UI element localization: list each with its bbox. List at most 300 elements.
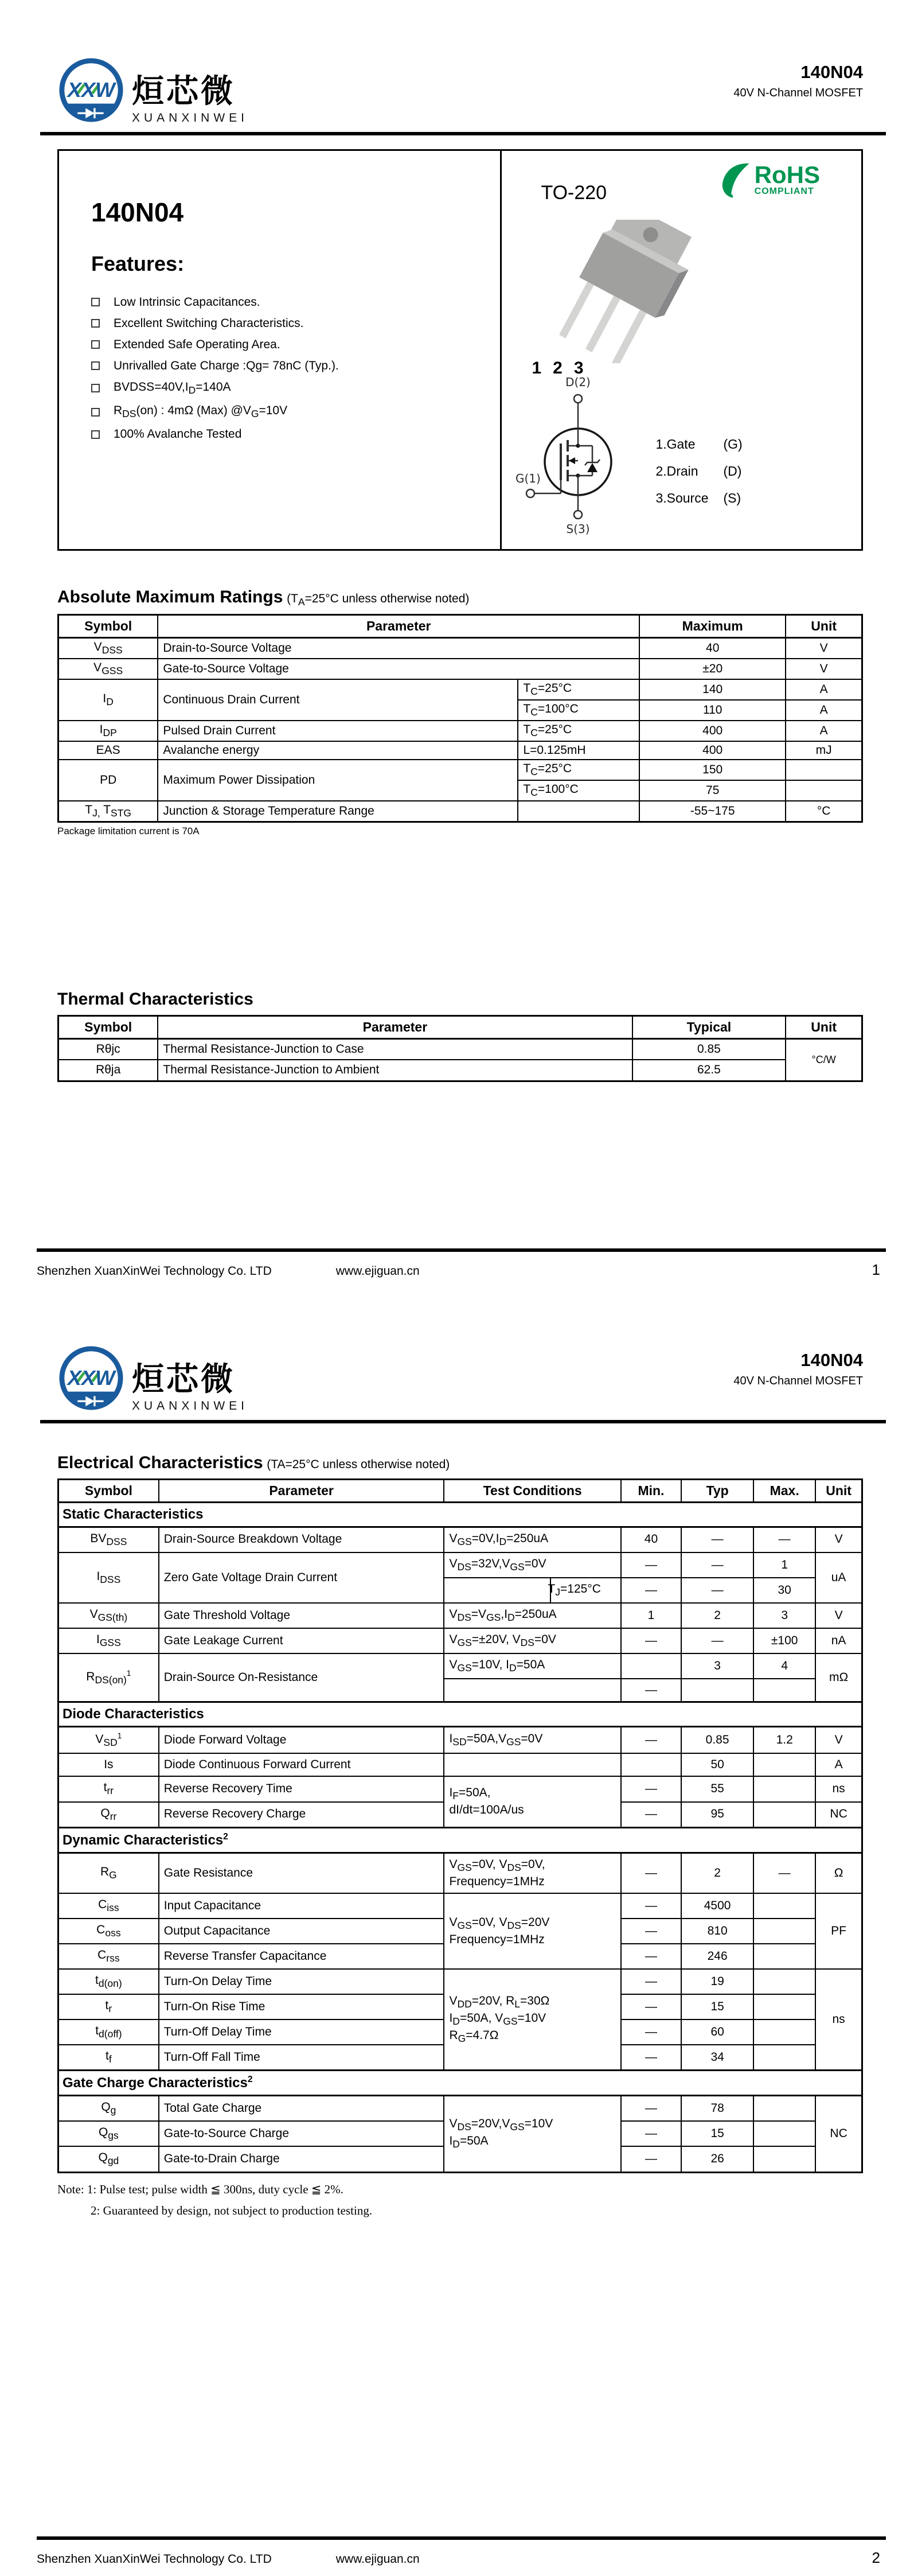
col-header: Test Conditions [444, 1479, 620, 1502]
cell-value [753, 1802, 815, 1828]
table-header-row [58, 1479, 862, 1502]
cell-parameter: Diode Forward Voltage [159, 1727, 444, 1754]
header-divider [40, 132, 886, 135]
cell-value: — [681, 1527, 753, 1552]
table-row [58, 1653, 862, 1679]
cell-value: — [621, 1727, 681, 1754]
cell-value: 1 [753, 1552, 815, 1578]
cell-condition: $V_{GS}=0V$, $V_{DS}=20V$ Frequency=1MHz [444, 1893, 620, 1969]
table-footnote: Package limitation current is 70A [57, 826, 200, 837]
footer-divider [37, 1248, 886, 1252]
thermal-characteristics-table [57, 1015, 863, 1081]
cell-parameter: Drain-Source Breakdown Voltage [159, 1527, 444, 1552]
cell-unit: Ω [815, 1853, 862, 1893]
page-footer [37, 2536, 886, 2567]
package-name: TO-220 [541, 181, 607, 204]
cell-parameter: Reverse Recovery Time [159, 1776, 444, 1801]
part-family: 40V N-Channel MOSFET [733, 1375, 863, 1387]
col-header: Parameter [158, 1016, 632, 1039]
cell-condition: $T_C=25^\circ C$ [518, 679, 639, 700]
table-row [58, 721, 862, 741]
cell-symbol: $I_{DSS}$ [58, 1552, 159, 1603]
table-row [58, 801, 862, 822]
cell-symbol: $V_{SD}^1$ [58, 1727, 159, 1754]
cell-value: 62.5 [632, 1060, 786, 1081]
checkbox-icon [91, 361, 100, 370]
footer-divider [37, 2536, 886, 2540]
cell-value: 40 [639, 637, 786, 659]
footer-company: Shenzhen XuanXinWei Technology Co. LTD [37, 1264, 272, 1278]
cell-value: — [621, 1919, 681, 1944]
cell-parameter: Thermal Resistance-Junction to Case [158, 1039, 632, 1060]
cell-value: 34 [681, 2045, 753, 2071]
cell-symbol: $V_{DSS}$ [58, 637, 158, 659]
list-item [91, 359, 500, 373]
cell-parameter: Drain-to-Source Voltage [158, 637, 639, 659]
table-row [58, 1853, 862, 1893]
cell-symbol: $t_r$ [58, 1994, 159, 2019]
brand-name-chinese: 烜芯微 [132, 73, 235, 109]
brand-name-chinese: 烜芯微 [132, 1361, 235, 1397]
table-row [58, 1552, 862, 1578]
list-item [91, 338, 500, 352]
abs-max-title: Absolute Maximum Ratings ($T_A=25^\circ C$ unless otherwise noted) [57, 587, 470, 608]
cell-symbol: $C_{oss}$ [58, 1919, 159, 1944]
cell-unit: NC [815, 1802, 862, 1828]
table-row [58, 1628, 862, 1653]
mosfet-schematic [512, 376, 645, 548]
cell-unit: V [815, 1603, 862, 1628]
cell-value: — [621, 1893, 681, 1919]
cell-parameter: Gate-to-Source Charge [159, 2121, 444, 2146]
col-header: Typical [632, 1016, 786, 1039]
cell-symbol: $R_{DS(on)}^1$ [58, 1653, 159, 1702]
cell-value [753, 2045, 815, 2071]
cell-parameter: Pulsed Drain Current [158, 721, 518, 741]
cell-unit: nA [815, 1628, 862, 1653]
cell-value [681, 1679, 753, 1702]
cell-condition: $V_{DS}=V_{GS},I_D=250uA$ [444, 1603, 620, 1628]
cell-unit: NC [815, 2096, 862, 2172]
cell-value: 55 [681, 1776, 753, 1801]
cell-value: 810 [681, 1919, 753, 1944]
cell-value: — [621, 1969, 681, 1994]
cell-parameter: Continuous Drain Current [158, 679, 518, 721]
cell-condition: $T_C=25^\circ C$ [518, 760, 639, 780]
cell-unit: uA [815, 1552, 862, 1603]
cell-value: 3 [753, 1603, 815, 1628]
cell-value [753, 1679, 815, 1702]
overview-box [57, 149, 863, 551]
cell-value: — [621, 1776, 681, 1801]
cell-symbol: $I_D$ [58, 679, 158, 721]
pin-legend-abbr: (D) [723, 463, 742, 478]
rohs-logo [720, 160, 820, 200]
cell-parameter: Thermal Resistance-Junction to Ambient [158, 1060, 632, 1081]
cell-parameter: Gate-to-Source Voltage [158, 659, 639, 679]
cell-unit: °C [786, 801, 862, 822]
cell-value: — [621, 1944, 681, 1969]
cell-value: — [621, 2045, 681, 2071]
pin-legend-name: 2.Drain [655, 463, 698, 478]
cell-unit: V [786, 659, 862, 679]
cell-symbol: Rθja [58, 1060, 158, 1081]
feature-text: Low Intrinsic Capacitances. [114, 295, 260, 309]
cell-value: 110 [639, 700, 786, 721]
section-row: Static Characteristics [58, 1502, 862, 1527]
cell-value: ±20 [639, 659, 786, 679]
cell-parameter: Turn-Off Delay Time [159, 2019, 444, 2045]
xxw-logo-icon [57, 1344, 125, 1412]
cell-value: — [621, 1578, 681, 1603]
cell-symbol: PD [58, 760, 158, 801]
checkbox-icon [91, 408, 100, 417]
feature-text: $R_{DS}(on)$ : 4mΩ (Max) $@V_G=10V$ [114, 403, 288, 420]
col-header: Unit [786, 614, 862, 637]
rohs-subtitle: COMPLIANT [754, 186, 814, 196]
cell-symbol: $C_{rss}$ [58, 1944, 159, 1969]
cell-condition: $V_{DD}=20V$, $R_L=30\Omega$ $I_D=50A$, $V_{GS}=10V$ $R_G=4.7\Omega$ [444, 1969, 620, 2071]
cell-value: 19 [681, 1969, 753, 1994]
cell-value: 30 [753, 1578, 815, 1603]
cell-unit [786, 780, 862, 801]
svg-text:XXW: XXW [67, 77, 115, 102]
page-number: 2 [872, 2549, 880, 2566]
list-item [655, 437, 742, 452]
col-header: Parameter [158, 614, 639, 637]
overview-part-number: 140N04 [91, 197, 184, 227]
table-row [58, 760, 862, 780]
col-header: Typ [681, 1479, 753, 1502]
cell-value [753, 2019, 815, 2045]
cell-value [621, 1753, 681, 1776]
datasheet-page-2 [0, 1288, 910, 2576]
checkbox-icon [91, 319, 100, 328]
pin-legend [655, 437, 742, 517]
page-number: 1 [872, 1261, 880, 1278]
cell-value: — [621, 1552, 681, 1578]
cell-value: 150 [639, 760, 786, 780]
cell-symbol: $Q_g$ [58, 2096, 159, 2122]
list-item [655, 491, 742, 506]
cell-value [753, 1969, 815, 1994]
cell-parameter: Total Gate Charge [159, 2096, 444, 2122]
elec-title: Electrical Characteristics (TA=25°C unless otherwise noted) [57, 1453, 450, 1472]
cell-parameter: Maximum Power Dissipation [158, 760, 518, 801]
cell-value [753, 1919, 815, 1944]
cell-parameter: Reverse Transfer Capacitance [159, 1944, 444, 1969]
col-header: Unit [815, 1479, 862, 1502]
section-row: Dynamic Characteristics$^2$ [58, 1827, 862, 1853]
cell-condition: $V_{GS}=\pm 20V$, $V_{DS}=0V$ [444, 1628, 620, 1653]
list-item [655, 464, 742, 479]
rohs-title: RoHS [754, 161, 820, 188]
cell-symbol: $C_{iss}$ [58, 1893, 159, 1919]
page-header [57, 1288, 863, 1423]
cell-value [753, 2096, 815, 2122]
note-line: 2: Guaranteed by design, not subject to production testing. [91, 2203, 373, 2217]
company-logo [57, 49, 248, 125]
cell-symbol: $t_{d(off)}$ [58, 2019, 159, 2045]
footer-company: Shenzhen XuanXinWei Technology Co. LTD [37, 2552, 272, 2566]
cell-unit: V [786, 637, 862, 659]
table-row [58, 1753, 862, 1776]
cell-symbol: EAS [58, 741, 158, 760]
cell-value: 0.85 [681, 1727, 753, 1754]
cell-parameter: Diode Continuous Forward Current [159, 1753, 444, 1776]
cell-symbol: $V_{GS(th)}$ [58, 1603, 159, 1628]
cell-value: — [621, 2146, 681, 2172]
brand-name-english: XUANXINWEI [132, 111, 249, 124]
cell-condition [444, 1679, 620, 1702]
cell-symbol: $Q_{rr}$ [58, 1802, 159, 1828]
col-header: Symbol [58, 1016, 158, 1039]
svg-text:D(2): D(2) [565, 375, 591, 389]
pin-number: 1 [532, 358, 542, 378]
cell-value [753, 2121, 815, 2146]
cell-unit: A [786, 700, 862, 721]
cell-parameter: Avalanche energy [158, 741, 518, 760]
cell-symbol: Rθjc [58, 1039, 158, 1060]
cell-value: 40 [621, 1527, 681, 1552]
to220-package-image [530, 220, 720, 363]
table-row [58, 679, 862, 700]
cell-value: 60 [681, 2019, 753, 2045]
absolute-maximum-ratings-table [57, 614, 863, 823]
cell-parameter: Gate Resistance [159, 1853, 444, 1893]
cell-value [753, 1776, 815, 1801]
cell-value: 3 [681, 1653, 753, 1679]
cell-value: 140 [639, 679, 786, 700]
cell-symbol: $Q_{gs}$ [58, 2121, 159, 2146]
cell-condition: $T_J=125^\circ C$ [444, 1578, 620, 1603]
list-item [91, 380, 500, 396]
cell-unit: mJ [786, 741, 862, 760]
section-row: Gate Charge Characteristics$^2$ [58, 2071, 862, 2096]
cell-value [621, 1653, 681, 1679]
cell-unit: A [815, 1753, 862, 1776]
table-row [58, 1969, 862, 1994]
cell-value [753, 1944, 815, 1969]
cell-condition: $V_{DS}=20V,V_{GS}=10V$ $I_D=50A$ [444, 2096, 620, 2172]
cell-parameter: Drain-Source On-Resistance [159, 1653, 444, 1702]
checkbox-icon [91, 384, 100, 392]
cell-value: 75 [639, 780, 786, 801]
cell-value: — [681, 1578, 753, 1603]
cell-unit: ns [815, 1969, 862, 2071]
part-number: 140N04 [800, 1350, 863, 1370]
cell-value: — [621, 1679, 681, 1702]
col-header: Symbol [58, 1479, 159, 1502]
cell-unit: A [786, 679, 862, 700]
feature-text: 100% Avalanche Tested [114, 427, 242, 441]
table-row [58, 741, 862, 760]
cell-value: — [621, 2121, 681, 2146]
cell-value: — [753, 1853, 815, 1893]
electrical-characteristics-table [57, 1478, 863, 2173]
cell-parameter: Reverse Recovery Charge [159, 1802, 444, 1828]
features-title: Features: [91, 251, 185, 275]
table-row [58, 1776, 862, 1801]
feature-text: $BVDSS=40V,I_D=140A$ [114, 380, 231, 396]
part-number: 140N04 [800, 62, 863, 82]
cell-parameter: Junction & Storage Temperature Range [158, 801, 518, 822]
feature-text: Unrivalled Gate Charge :Qg= 78nC (Typ.). [114, 359, 339, 372]
pin-number: 2 [553, 358, 563, 378]
cell-symbol: $t_{rr}$ [58, 1776, 159, 1801]
cell-condition: L=0.125mH [518, 741, 639, 760]
cell-symbol: $t_{d(on)}$ [58, 1969, 159, 1994]
cell-value [753, 1893, 815, 1919]
svg-text:S(3): S(3) [566, 522, 590, 536]
table-row [58, 1603, 862, 1628]
cell-value: -55~175 [639, 801, 786, 822]
page-header [57, 0, 863, 135]
table-header-row [58, 1016, 862, 1039]
cell-symbol: $V_{GSS}$ [58, 659, 158, 679]
cell-value: — [621, 2096, 681, 2122]
note-line: Note: 1: Pulse test; pulse width ≦ 300ns, duty cycle ≦ 2%. [57, 2182, 343, 2196]
table-row [58, 2096, 862, 2122]
cell-value: ±100 [753, 1628, 815, 1653]
cell-condition: $V_{GS}=10V$, $I_D=50A$ [444, 1653, 620, 1679]
page-footer [37, 1248, 886, 1279]
cell-value: 0.85 [632, 1039, 786, 1060]
section-row: Diode Characteristics [58, 1702, 862, 1727]
cell-value: — [621, 1628, 681, 1653]
table-row [58, 1060, 862, 1081]
svg-text:XXW: XXW [67, 1365, 115, 1390]
header-divider [40, 1420, 886, 1423]
cell-unit: °C/W [786, 1039, 862, 1081]
checkbox-icon [91, 298, 100, 306]
cell-value: 1.2 [753, 1727, 815, 1754]
cell-symbol: $I_{DP}$ [58, 721, 158, 741]
cell-condition [518, 801, 639, 822]
cell-unit: PF [815, 1893, 862, 1969]
thermal-title: Thermal Characteristics [57, 990, 253, 1009]
cell-unit: V [815, 1727, 862, 1754]
cell-unit: V [815, 1527, 862, 1552]
cell-parameter: Output Capacitance [159, 1919, 444, 1944]
cell-value: 246 [681, 1944, 753, 1969]
notes [57, 2182, 863, 2218]
cell-condition: $T_C=100^\circ C$ [518, 700, 639, 721]
table-row [58, 1527, 862, 1552]
col-header: Maximum [639, 614, 786, 637]
table-row [58, 659, 862, 679]
pin-numbers [532, 359, 583, 378]
cell-unit: A [786, 721, 862, 741]
footer-website: www.ejiguan.cn [335, 2552, 420, 2566]
cell-symbol: $t_f$ [58, 2045, 159, 2071]
cell-value: — [681, 1628, 753, 1653]
col-header: Parameter [159, 1479, 444, 1502]
cell-parameter: Turn-Off Fall Time [159, 2045, 444, 2071]
xxw-logo-icon [57, 56, 125, 124]
table-row [58, 1039, 862, 1060]
col-header: Unit [786, 1016, 862, 1039]
cell-condition: $V_{GS}=0V,I_D=250uA$ [444, 1527, 620, 1552]
leaf-icon [720, 160, 752, 200]
table-row [58, 1727, 862, 1754]
cell-unit [786, 760, 862, 780]
cell-condition: $V_{DS}=32V,V_{GS}=0V$ [444, 1552, 620, 1578]
cell-value: — [621, 2019, 681, 2045]
cell-parameter: Gate Threshold Voltage [159, 1603, 444, 1628]
list-item [91, 404, 500, 420]
cell-value: 4 [753, 1653, 815, 1679]
cell-value [753, 2146, 815, 2172]
cell-value: 26 [681, 2146, 753, 2172]
cell-value: 1 [621, 1603, 681, 1628]
cell-symbol: $BV_{DSS}$ [58, 1527, 159, 1552]
cell-condition: $I_{SD}=50A,V_{GS}=0V$ [444, 1727, 620, 1754]
part-family: 40V N-Channel MOSFET [733, 87, 863, 99]
cell-value: — [681, 1552, 753, 1578]
company-logo [57, 1337, 248, 1413]
cell-value: 400 [639, 741, 786, 760]
list-item [91, 427, 500, 441]
col-header: Min. [621, 1479, 681, 1502]
list-item [91, 317, 500, 330]
feature-text: Extended Safe Operating Area. [114, 337, 280, 351]
table-header-row [58, 614, 862, 637]
pin-legend-abbr: (S) [723, 490, 741, 505]
svg-text:G(1): G(1) [515, 471, 541, 485]
cell-unit: ns [815, 1776, 862, 1801]
cell-symbol: $R_G$ [58, 1853, 159, 1893]
cell-condition: $I_F=50A$, dI/dt=100A/us [444, 1776, 620, 1827]
col-header: Symbol [58, 614, 158, 637]
cell-parameter: Turn-On Delay Time [159, 1969, 444, 1994]
pin-legend-name: 3.Source [655, 490, 709, 505]
feature-text: Excellent Switching Characteristics. [114, 316, 304, 330]
footer-website: www.ejiguan.cn [335, 1264, 420, 1278]
cell-value [753, 1753, 815, 1776]
cell-parameter: Gate-to-Drain Charge [159, 2146, 444, 2172]
cell-value: — [621, 1802, 681, 1828]
cell-symbol: $T_{J,}$ $T_{STG}$ [58, 801, 158, 822]
cell-value: 78 [681, 2096, 753, 2122]
cell-condition: $T_C=100^\circ C$ [518, 780, 639, 801]
table-row [58, 1893, 862, 1919]
cell-value: 4500 [681, 1893, 753, 1919]
cell-value: 15 [681, 2121, 753, 2146]
table-row [58, 637, 862, 659]
cell-symbol: $I_{GSS}$ [58, 1628, 159, 1653]
cell-symbol: $Q_{gd}$ [58, 2146, 159, 2172]
cell-unit: mΩ [815, 1653, 862, 1702]
cell-parameter: Zero Gate Voltage Drain Current [159, 1552, 444, 1603]
list-item [91, 295, 500, 309]
cell-value: 15 [681, 1994, 753, 2019]
cell-condition: $T_C=25^\circ C$ [518, 721, 639, 741]
cell-value [753, 1994, 815, 2019]
cell-value: 2 [681, 1853, 753, 1893]
pin-number: 3 [573, 358, 584, 378]
cell-condition [444, 1753, 620, 1776]
cell-value: — [621, 1994, 681, 2019]
features-list [91, 295, 500, 441]
cell-parameter: Input Capacitance [159, 1893, 444, 1919]
cell-parameter: Turn-On Rise Time [159, 1994, 444, 2019]
cell-value: 2 [681, 1603, 753, 1628]
cell-value: — [621, 1853, 681, 1893]
cell-condition: $V_{GS}=0V$, $V_{DS}=0V$, Frequency=1MHz [444, 1853, 620, 1893]
pin-legend-abbr: (G) [723, 436, 743, 452]
checkbox-icon [91, 340, 100, 349]
